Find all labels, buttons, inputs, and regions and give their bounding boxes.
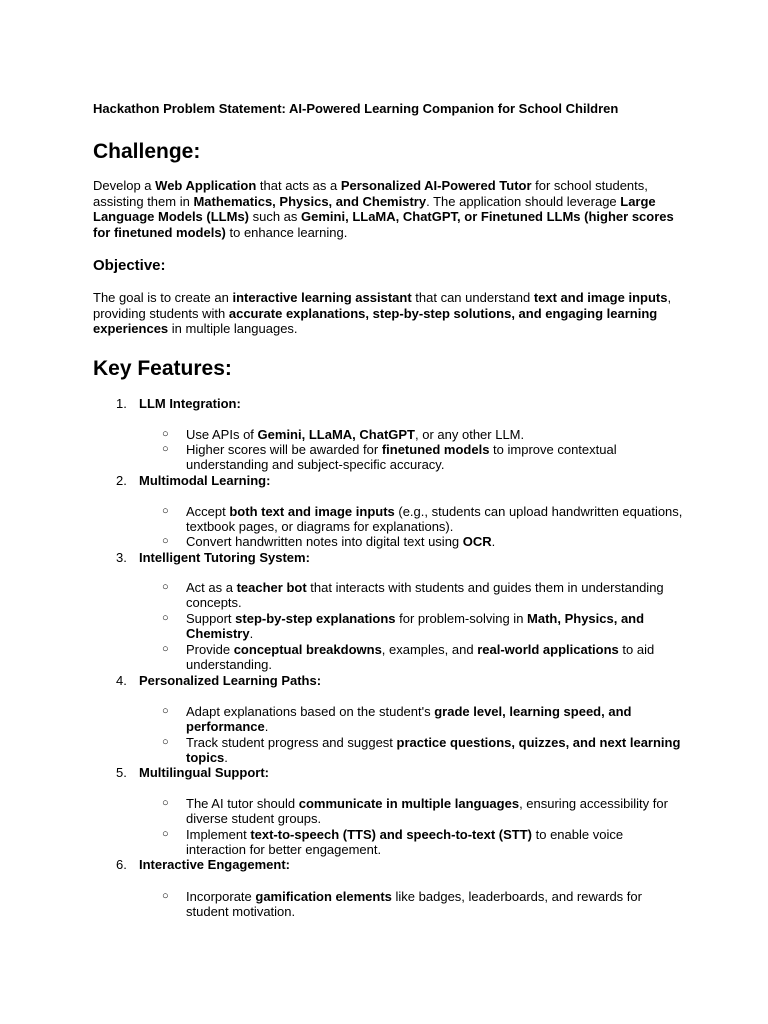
feature-item-multilingual-support — [116, 765, 269, 780]
hollow-circle-bullet-icon: ○ — [162, 890, 169, 902]
feature-item-llm-integration — [116, 396, 241, 411]
challenge-heading: Challenge: — [93, 140, 201, 163]
bold-text: practice questions, quizzes, and next learning topics — [186, 735, 681, 766]
feature-title: Multilingual Support: — [139, 765, 269, 780]
feature-bullet — [162, 642, 686, 673]
feature-bullet — [162, 889, 686, 920]
feature-bullet — [162, 534, 686, 549]
feature-number: 3. — [116, 550, 127, 565]
feature-number: 5. — [116, 765, 127, 780]
feature-bullet — [162, 611, 686, 642]
hollow-circle-bullet-icon: ○ — [162, 705, 169, 717]
bold-text: teacher bot — [236, 580, 307, 595]
bold-text: Mathematics, Physics, and Chemistry — [193, 193, 427, 209]
hollow-circle-bullet-icon: ○ — [162, 428, 169, 440]
feature-bullet-text: Adapt explanations based on the student's grade level, learning speed, and performance. — [186, 704, 632, 735]
objective-paragraph: The goal is to create an interactive learning assistant that can understand text and image inputs, providing students with accurate explanations, step-by-step solutions, and engaging learning experiences in multiple languages. — [93, 290, 672, 336]
feature-bullet-text: Use APIs of Gemini, LLaMA, ChatGPT, or any other LLM. — [186, 427, 525, 442]
bold-text: accurate explanations, step-by-step solutions, and engaging learning experiences — [93, 305, 658, 336]
hollow-circle-bullet-icon: ○ — [162, 643, 169, 655]
feature-title: LLM Integration: — [139, 396, 241, 411]
feature-number: 2. — [116, 473, 127, 488]
feature-bullet — [162, 704, 686, 735]
feature-bullet-text: Implement text-to-speech (TTS) and speech-to-text (STT) to enable voice interaction for better engagement. — [186, 827, 624, 858]
feature-item-intelligent-tutoring-system — [116, 550, 310, 565]
bold-text: real-world applications — [477, 642, 619, 657]
hollow-circle-bullet-icon: ○ — [162, 612, 169, 624]
feature-bullet — [162, 427, 686, 442]
bold-text: both text and image inputs — [229, 504, 395, 519]
feature-bullet-text: Track student progress and suggest practice questions, quizzes, and next learning topics. — [186, 735, 681, 766]
challenge-paragraph: Develop a Web Application that acts as a Personalized AI-Powered Tutor for school students, assisting them in Mathematics, Physics, and Chemistry. The application should leverage Large Language Models (LLMs) such as Gemini, LLaMA, ChatGPT, or Finetuned LLMs (higher scores for finetuned models) to enhance learning. — [93, 178, 674, 240]
bold-text: conceptual breakdowns — [233, 642, 382, 657]
hollow-circle-bullet-icon: ○ — [162, 581, 169, 593]
bold-text: Personalized AI-Powered Tutor — [340, 178, 532, 193]
bold-text: Math, Physics, and Chemistry — [186, 611, 645, 642]
bold-text: gamification elements — [255, 889, 392, 904]
document-title: Hackathon Problem Statement: AI-Powered Learning Companion for School Children — [93, 101, 619, 116]
feature-bullet-text: Provide conceptual breakdowns, examples, and real-world applications to aid understanding. — [186, 642, 655, 673]
feature-bullet-text: Support step-by-step explanations for problem-solving in Math, Physics, and Chemistry. — [186, 611, 645, 642]
feature-item-personalized-learning-paths — [116, 673, 321, 688]
bold-text: step-by-step explanations — [235, 611, 396, 626]
hollow-circle-bullet-icon: ○ — [162, 535, 169, 547]
bold-text: Gemini, LLaMA, ChatGPT, or Finetuned LLMs (higher scores for finetuned models) — [93, 209, 674, 240]
objective-heading: Objective: — [93, 257, 166, 274]
feature-bullet-text: Act as a teacher bot that interacts with students and guides them in understanding concepts. — [186, 580, 664, 611]
feature-bullet-text: Higher scores will be awarded for finetuned models to improve contextual understanding and subject-specific accuracy. — [186, 442, 617, 473]
feature-bullet-text: The AI tutor should communicate in multiple languages, ensuring accessibility for diverse student groups. — [186, 796, 668, 827]
bold-text: Gemini, LLaMA, ChatGPT — [257, 427, 416, 442]
feature-bullet-text: Convert handwritten notes into digital text using OCR. — [186, 534, 496, 549]
feature-item-interactive-engagement — [116, 857, 290, 872]
feature-bullet — [162, 504, 686, 535]
feature-bullet — [162, 580, 686, 611]
hollow-circle-bullet-icon: ○ — [162, 828, 169, 840]
bold-text: text and image inputs — [533, 290, 668, 305]
feature-bullet — [162, 735, 686, 766]
key-features-heading: Key Features: — [93, 357, 232, 380]
feature-item-multimodal-learning — [116, 473, 270, 488]
feature-number: 6. — [116, 857, 127, 872]
bold-text: Web Application — [155, 178, 257, 193]
bold-text: OCR — [462, 534, 492, 549]
hollow-circle-bullet-icon: ○ — [162, 505, 169, 517]
feature-bullet — [162, 827, 686, 858]
hollow-circle-bullet-icon: ○ — [162, 736, 169, 748]
feature-title: Intelligent Tutoring System: — [139, 550, 310, 565]
feature-number: 1. — [116, 396, 127, 411]
feature-bullet-text: Accept both text and image inputs (e.g., students can upload handwritten equations, textbook pages, or diagrams for explanations). — [186, 504, 683, 535]
bold-text: interactive learning assistant — [232, 290, 412, 305]
feature-bullet — [162, 442, 686, 473]
feature-number: 4. — [116, 673, 127, 688]
feature-bullet — [162, 796, 686, 827]
bold-text: finetuned models — [381, 442, 490, 457]
feature-title: Interactive Engagement: — [139, 857, 290, 872]
feature-title: Multimodal Learning: — [139, 473, 271, 488]
bold-text: text-to-speech (TTS) and speech-to-text (STT) — [250, 827, 532, 842]
hollow-circle-bullet-icon: ○ — [162, 443, 169, 455]
feature-bullet-text: Incorporate gamification elements like badges, leaderboards, and rewards for student motivation. — [186, 889, 642, 920]
hollow-circle-bullet-icon: ○ — [162, 797, 169, 809]
bold-text: communicate in multiple languages — [298, 796, 520, 811]
feature-title: Personalized Learning Paths: — [139, 673, 322, 688]
bold-text: grade level, learning speed, and performance — [186, 704, 632, 735]
bold-text: Large Language Models (LLMs) — [93, 193, 656, 224]
